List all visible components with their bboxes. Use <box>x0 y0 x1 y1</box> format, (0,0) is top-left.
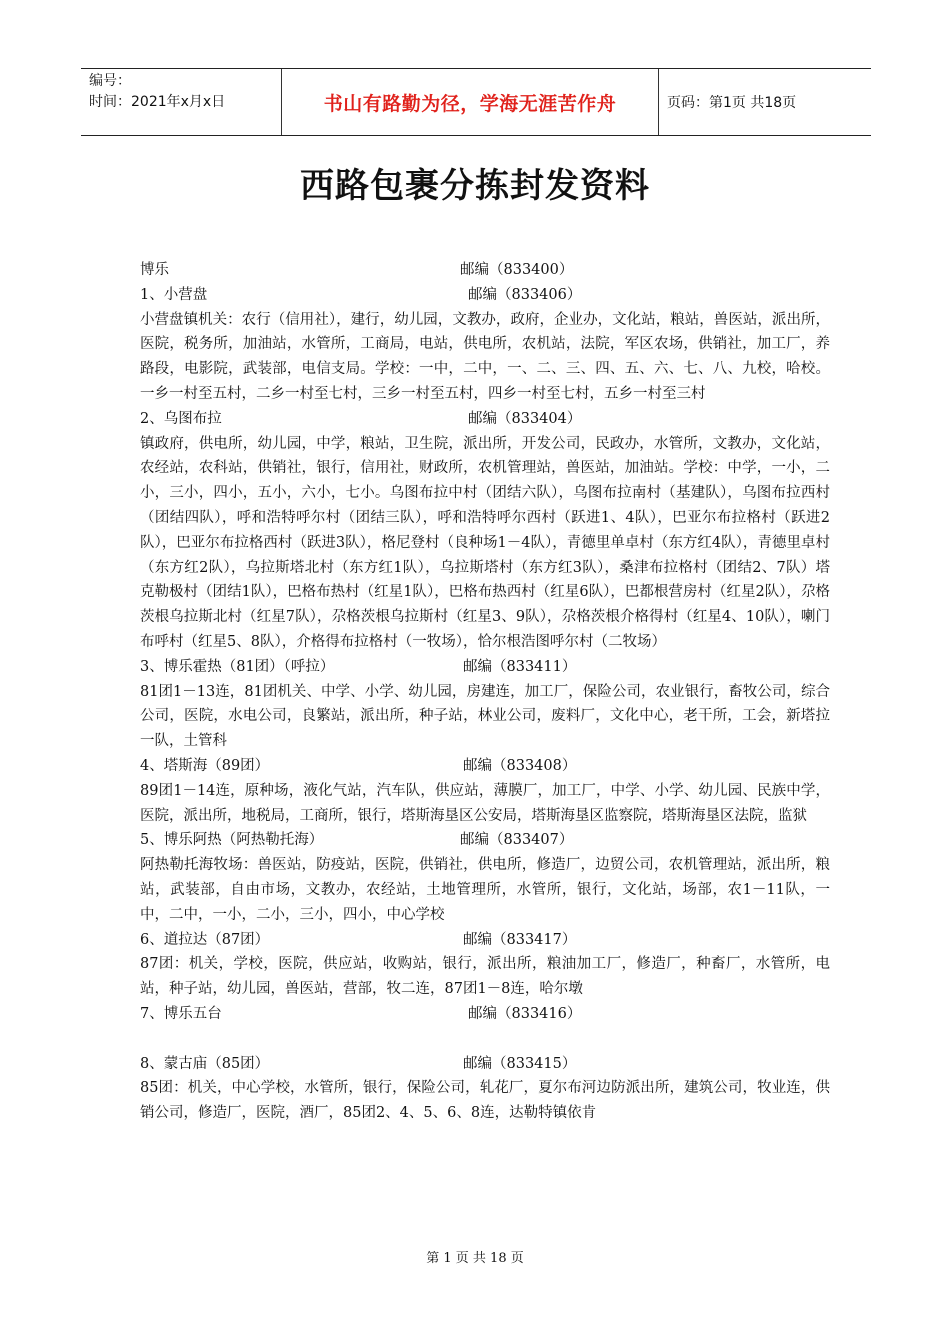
section-paragraph: 87团：机关，学校，医院，供应站，收购站，银行，派出所，粮油加工厂，修造厂，种畜厂，水管所，电站，种子站，幼儿园，兽医站，营部，牧二连，87团1－8连，哈尔墩 <box>140 956 830 998</box>
section-paragraph: 89团1－14连，原种场，液化气站，汽车队，供应站，薄膜厂，加工厂，中学、小学、幼儿园、民族中学，医院，派出所，地税局，工商所，银行，塔斯海垦区公安局，塔斯海垦区监察院，塔斯海垦区法院，监狱 <box>140 782 830 824</box>
section-place-name: 1、小营盘 <box>140 286 208 303</box>
section-postcode: 邮编（833406） <box>468 286 582 303</box>
section-heading <box>140 655 830 680</box>
section-heading <box>140 754 830 779</box>
section-postcode: 邮编（833417） <box>463 931 577 948</box>
section-place-name: 2、乌图布拉 <box>140 410 222 427</box>
header-motto: 书山有路勤为径，学海无涯苦作舟 <box>282 69 659 135</box>
section-heading <box>140 1002 830 1027</box>
document-title: 西路包裹分拣封发资料 <box>300 166 650 206</box>
section-postcode: 邮编（833407） <box>460 832 574 849</box>
section-postcode: 邮编（833408） <box>463 757 577 774</box>
section-postcode: 邮编（833415） <box>463 1055 577 1072</box>
document-number-label: 编号： <box>89 73 131 89</box>
section-paragraph: 小营盘镇机关：农行（信用社），建行，幼儿园，文教办，政府，企业办，文化站，粮站，兽医站，派出所，医院，税务所，加油站，水管所，工商局，电站，供电所，农机站，法院，军区农场，供销社，加工厂，养路段，电影院，武装部，电信支局。学校：一中，二中，一、二、三、四、五、六、七、八、九校，哈校。一乡一村至五村，二乡一村至七村，三乡一村至五村，四乡一村至七村，五乡一村至三村 <box>140 311 830 402</box>
section-heading <box>140 407 830 432</box>
section-paragraph: 镇政府，供电所，幼儿园，中学，粮站，卫生院，派出所，开发公司，民政办，水管所，文教办，文化站，农经站，农科站，供销社，银行，信用社，财政所，农机管理站，兽医站，加油站。学校：中学，一小，二小，三小，四小，五小，六小，七小。乌图布拉中村（团结六队），乌图布拉南村（基建队），乌图布拉西村（团结四队），呼和浩特呼尔村（团结三队），呼和浩特呼尔西村（跃进1、4队），巴亚尔布拉格村（跃进2队），巴亚尔布拉格西村（跃进3队），格尼登村（良种场1－4队），青德里单卓村（东方红4队），青德里卓村（东方红2队），乌拉斯塔北村（东方红1队），乌拉斯塔村（东方红3队），桑津布拉格村（团结2、7队）塔克勒极村（团结1队），巴格布热村（红星1队），巴格布热西村（红星6队），巴都根营房村（红星2队），尕格茨根乌拉斯北村（红星7队），尕格茨根乌拉斯村（红星3、9队），尕格茨根介格得村（红星4、10队），喇门布呼村（红星5、8队），介格得布拉格村（一牧场），恰尔根浩图呼尔村（二牧场） <box>140 435 830 650</box>
section-place-name: 6、道拉达（87团） <box>140 931 270 948</box>
header-page-label: 页码：第1页 共18页 <box>667 95 797 111</box>
page-footer: 第 1 页 共 18 页 <box>426 1251 524 1266</box>
section-place-name: 4、塔斯海（89团） <box>140 757 270 774</box>
section-postcode: 邮编（833411） <box>463 658 577 675</box>
section-place-name: 3、博乐霍热（81团）（呼拉） <box>140 658 335 675</box>
section-place-name: 7、博乐五台 <box>140 1005 222 1022</box>
section-place-name: 博乐 <box>140 262 169 278</box>
section-heading <box>140 1052 830 1077</box>
section-paragraph: 85团：机关，中心学校，水管所，银行，保险公司，轧花厂，夏尔布河边防派出所，建筑公司，牧业连，供销公司，修造厂，医院，酒厂，85团2、4、5、6、8连，达勒特镇依肯 <box>140 1080 830 1122</box>
section-postcode: 邮编（833416） <box>468 1005 582 1022</box>
section-heading <box>140 928 830 953</box>
section-paragraph: 81团1－13连，81团机关、中学、小学、幼儿园，房建连，加工厂，保险公司，农业银行，畜牧公司，综合公司，医院，水电公司，良繁站，派出所，种子站，林业公司，废料厂，文化中心，老干所，工会，新塔拉一队，土管科 <box>140 683 830 750</box>
section-heading <box>140 283 830 308</box>
section-postcode: 邮编（833404） <box>468 410 582 427</box>
document-body <box>140 258 830 1126</box>
section-postcode: 邮编（833400） <box>460 262 574 278</box>
header-meta <box>81 69 282 135</box>
section-place-name: 5、博乐阿热（阿热勒托海） <box>140 832 324 849</box>
blank-line <box>140 1027 830 1052</box>
section-place-name: 8、蒙古庙（85团） <box>140 1055 270 1072</box>
document-time-label: 时间：2021年x月x日 <box>89 94 226 110</box>
section-heading <box>140 828 830 853</box>
section-heading <box>140 258 830 283</box>
section-paragraph: 阿热勒托海牧场：兽医站，防疫站，医院，供销社，供电所，修造厂，边贸公司，农机管理站，派出所，粮站，武装部，自由市场，文教办，农经站，土地管理所，水管所，银行，文化站，场部，农1－11队，一中，二中，一小，二小，三小，四小，中心学校 <box>140 857 830 923</box>
page-header <box>81 68 871 136</box>
